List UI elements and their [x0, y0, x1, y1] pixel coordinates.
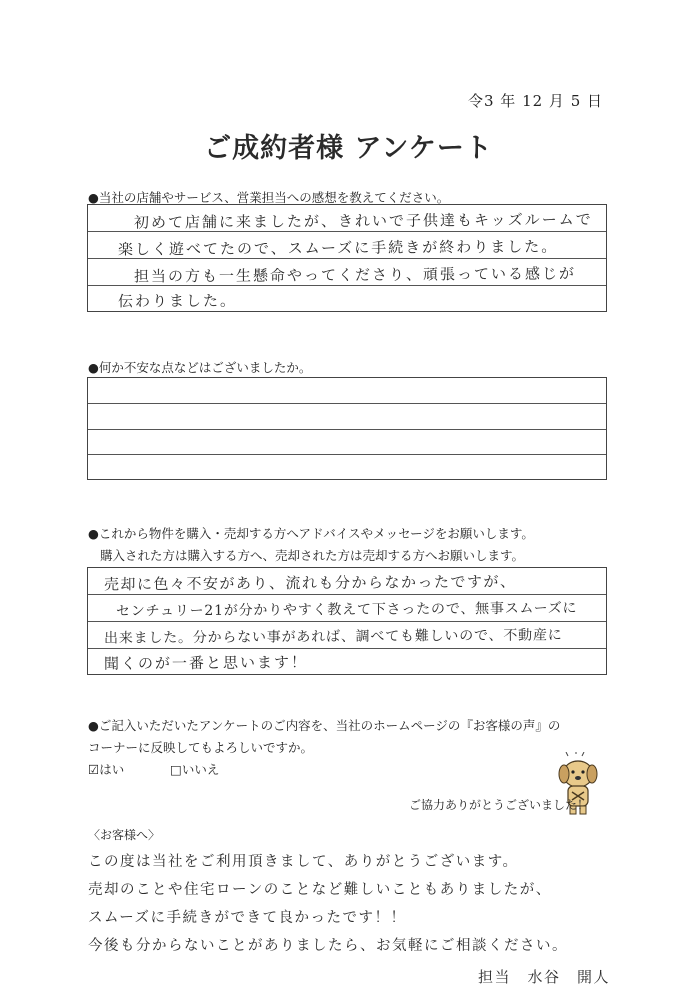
handwritten-answer-line: 担当の方も一生懸命やってくださり、頑張っている感じが	[133, 264, 577, 286]
option-yes[interactable]	[88, 760, 124, 778]
ruled-line	[88, 648, 606, 649]
option-yes-label: はい	[99, 762, 125, 777]
handwritten-answer-line: 初めて店舗に来ましたが、きれいで子供達もキッズルームで	[133, 210, 593, 232]
ruled-line	[88, 454, 606, 455]
option-no[interactable]	[170, 760, 219, 778]
page-title: ご成約者様 アンケート	[204, 133, 493, 164]
reply-line: スムーズに手続きができて良かったです！！	[88, 910, 407, 926]
reply-heading: 〈お客様へ〉	[88, 828, 161, 842]
answer-box-concerns	[87, 377, 607, 480]
handwritten-answer-line: 出来ました。分からない事があれば、調べても難しいので、不動産に	[103, 627, 563, 647]
question-concerns: ●何か不安な点などはございましたか。	[88, 360, 312, 375]
ruled-line	[88, 621, 606, 622]
handwritten-answer-line: 伝わりました。	[117, 291, 238, 311]
handwritten-answer-line: センチュリー21が分かりやすく教えて下さったので、無事スムーズに	[115, 600, 578, 620]
ruled-line	[88, 429, 606, 430]
option-no-label: いいえ	[181, 762, 220, 777]
reply-line: 売却のことや住宅ローンのことなど難しいこともありましたが、	[88, 882, 552, 898]
handwritten-answer-line: 聞くのが一番と思います！	[103, 653, 309, 673]
checkbox-icon[interactable]: □	[170, 762, 182, 777]
reply-line: この度は当社をご利用頂きまして、ありがとうございます。	[88, 854, 519, 870]
reply-line: 今後も分からないことがありましたら、お気軽にご相談ください。	[88, 938, 568, 954]
question-advice: ●これから物件を購入・売却する方へアドバイスやメッセージをお願いします。	[88, 526, 534, 541]
survey-date: 令3 年 12 月 5 日	[468, 92, 604, 110]
handwritten-answer-line: 売却に色々不安があり、流れも分からなかったですが、	[103, 572, 517, 594]
ruled-line	[88, 403, 606, 404]
thanks-message: ご協力ありがとうございました！	[409, 798, 590, 812]
question-publish: ●ご記入いただいたアンケートのご内容を、当社のホームページの『お客様の声』の	[88, 718, 561, 733]
question-impressions: ●当社の店舗やサービス、営業担当への感想を教えてください。	[88, 190, 450, 205]
question-publish-2: コーナーに反映してもよろしいですか。	[88, 740, 314, 755]
handwritten-answer-line: 楽しく遊べてたので、スムーズに手続きが終わりました。	[117, 237, 559, 259]
question-advice-sub: 購入された方は購入する方へ、売却された方は売却する方へお願いします。	[100, 548, 525, 563]
staff-signature: 担当 水谷 開人	[478, 968, 611, 986]
ruled-line	[88, 594, 606, 595]
checkbox-checked-icon[interactable]: ☑	[88, 762, 100, 777]
